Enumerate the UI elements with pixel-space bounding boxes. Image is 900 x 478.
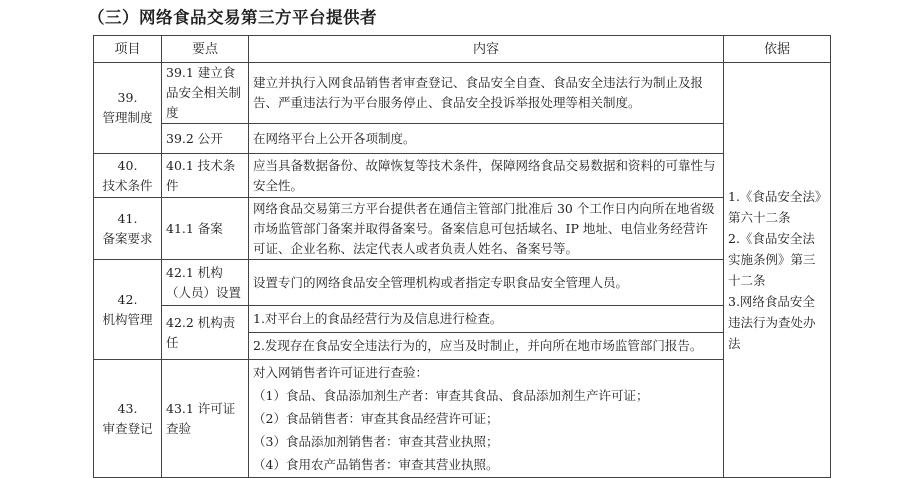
header-item: 项目 bbox=[94, 36, 162, 63]
item-41 bbox=[94, 198, 162, 260]
table-row bbox=[94, 360, 831, 478]
content-line: （1）食品、食品添加剂生产者：审查其食品、食品添加剂生产许可证； bbox=[253, 388, 649, 403]
item-number: 40. bbox=[117, 157, 138, 173]
table-row bbox=[94, 260, 831, 306]
point-39-1: 39.1 建立食品安全相关制度 bbox=[162, 63, 249, 124]
item-number: 39. bbox=[117, 90, 138, 105]
item-name: 技术条件 bbox=[102, 177, 153, 193]
section-title: （三）网络食品交易第三方平台提供者 bbox=[88, 8, 377, 27]
item-42 bbox=[94, 260, 162, 360]
point-43-1: 43.1 许可证查验 bbox=[162, 360, 249, 478]
item-number: 43. bbox=[117, 400, 138, 416]
basis-line: 1.《食品安全法》第六十二条 bbox=[728, 189, 822, 225]
item-number: 41. bbox=[117, 210, 138, 226]
basis-line: 3.网络食品安全违法行为查处办法 bbox=[728, 294, 816, 351]
item-name: 管理制度 bbox=[102, 110, 153, 125]
header-basis: 依据 bbox=[724, 36, 831, 63]
content-line: （2）食品销售者：审查其食品经营许可证； bbox=[253, 411, 499, 426]
basis-line: 2.《食品安全法实施条例》第三十二条 bbox=[728, 231, 816, 288]
content-43-1 bbox=[249, 360, 724, 478]
item-name: 备案要求 bbox=[102, 230, 153, 246]
content-line: （3）食品添加剂销售者：审查其营业执照； bbox=[253, 434, 499, 449]
regulation-table bbox=[93, 35, 831, 478]
content-39-2: 在网络平台上公开各项制度。 bbox=[249, 124, 724, 154]
item-number: 42. bbox=[117, 291, 138, 307]
basis-cell bbox=[724, 63, 831, 478]
content-line: 对入网销售者许可证进行查验： bbox=[253, 365, 429, 380]
point-41-1: 41.1 备案 bbox=[162, 198, 249, 260]
content-42-2b: 2.发现存在食品安全违法行为的，应当及时制止，并向所在地市场监管部门报告。 bbox=[249, 333, 724, 360]
content-40-1: 应当具备数据备份、故障恢复等技术条件，保障网络食品交易数据和资料的可靠性与安全性。 bbox=[249, 154, 724, 198]
header-content: 内容 bbox=[249, 36, 724, 63]
table-row bbox=[94, 63, 831, 124]
point-42-1: 42.1 机构（人员）设置 bbox=[162, 260, 249, 306]
point-40-1: 40.1 技术条件 bbox=[162, 154, 249, 198]
table-row bbox=[94, 124, 831, 154]
content-line: （4）食用农产品销售者：审查其营业执照。 bbox=[253, 457, 499, 472]
table-row bbox=[94, 306, 831, 333]
table-row bbox=[94, 198, 831, 260]
content-42-2a: 1.对平台上的食品经营行为及信息进行检查。 bbox=[249, 306, 724, 333]
point-42-2: 42.2 机构责任 bbox=[162, 306, 249, 360]
item-name: 机构管理 bbox=[102, 311, 153, 327]
header-point: 要点 bbox=[162, 36, 249, 63]
table-row bbox=[94, 154, 831, 198]
item-43 bbox=[94, 360, 162, 478]
content-41-1: 网络食品交易第三方平台提供者在通信主管部门批准后 30 个工作日内向所在地省级市场监管部门备案并取得备案号。备案信息可包括域名、IP 地址、电信业务经营许可证、企业名称、法定代表人或者负责人姓名、备案号等。 bbox=[249, 198, 724, 260]
content-39-1: 建立并执行入网食品销售者审查登记、食品安全自查、食品安全违法行为制止及报告、严重违法行为平台服务停止、食品安全投诉举报处理等相关制度。 bbox=[249, 63, 724, 124]
point-39-2: 39.2 公开 bbox=[162, 124, 249, 154]
item-39 bbox=[94, 63, 162, 154]
item-40 bbox=[94, 154, 162, 198]
table-header-row bbox=[94, 36, 831, 63]
content-42-1: 设置专门的网络食品安全管理机构或者指定专职食品安全管理人员。 bbox=[249, 260, 724, 306]
item-name: 审查登记 bbox=[102, 420, 153, 436]
